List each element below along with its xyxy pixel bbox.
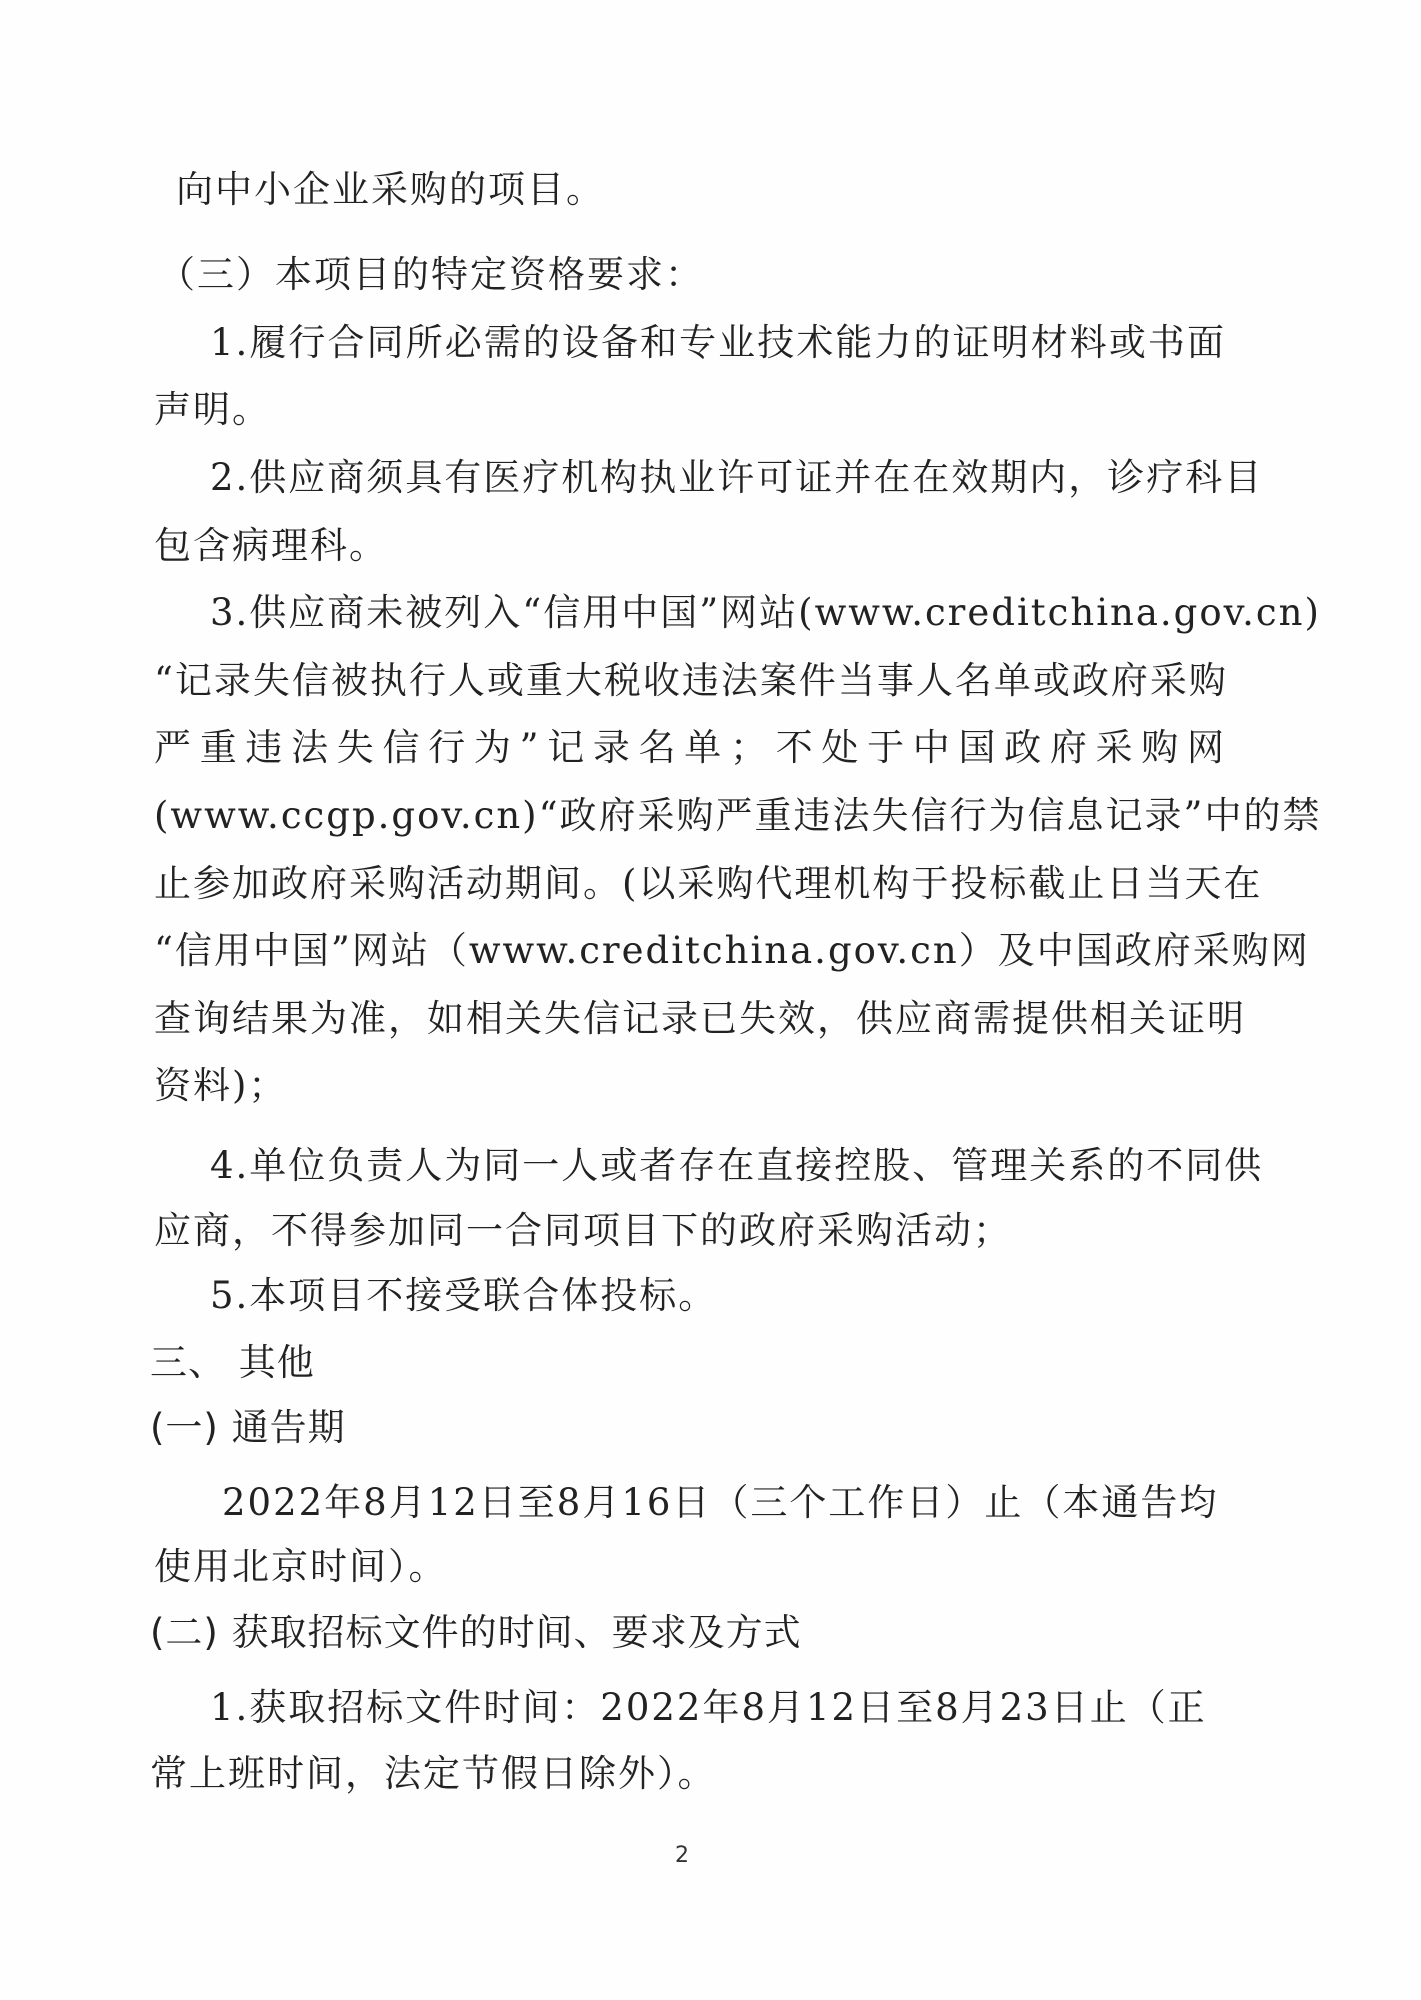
text-line: 包含病理科。 [154,524,388,567]
text-line: “记录失信被执行人或重大税收违法案件当事人名单或政府采购 [154,659,1228,702]
text-line: (www.ccgp.gov.cn)“政府采购严重违法失信行为信息记录”中的禁 [154,794,1322,837]
page-number: 2 [675,1843,689,1868]
text-line: 3.供应商未被列入“信用中国”网站(www.creditchina.gov.cn) [210,591,1321,634]
text-line: 止参加政府采购活动期间。(以采购代理机构于投标截止日当天在 [154,862,1263,905]
text-line: 资料)； [154,1064,288,1107]
section-heading: （三）本项目的特定资格要求： [158,253,704,296]
text-line: 2022年8月12日至8月16日（三个工作日）止（本通告均 [222,1481,1219,1524]
text-line: 常上班时间，法定节假日除外）。 [150,1752,717,1795]
text-line: 1.履行合同所必需的设备和专业技术能力的证明材料或书面 [210,321,1226,364]
text-line: 应商，不得参加同一合同项目下的政府采购活动； [154,1209,1012,1252]
subsection-heading: (二) 获取招标文件的时间、要求及方式 [150,1611,802,1654]
text-line: 2.供应商须具有医疗机构执业许可证并在在效期内，诊疗科目 [210,456,1264,499]
section-heading: 三、 其他 [150,1341,315,1384]
text-line: 声明。 [154,388,271,431]
text-line: 5.本项目不接受联合体投标。 [210,1274,718,1317]
text-line: 1.获取招标文件时间：2022年8月12日至8月23日止（正 [210,1686,1207,1729]
text-line: 向中小企业采购的项目。 [176,168,605,211]
text-line: 4.单位负责人为同一人或者存在直接控股、管理关系的不同供 [210,1144,1264,1187]
text-line: 查询结果为准，如相关失信记录已失效，供应商需提供相关证明 [154,997,1246,1040]
subsection-heading: (一) 通告期 [150,1406,346,1449]
text-line: “信用中国”网站（www.creditchina.gov.cn）及中国政府采购网 [154,929,1310,972]
text-line: 严重违法失信行为”记录名单；不处于中国政府采购网 [154,726,1226,769]
text-line: 使用北京时间）。 [154,1545,448,1588]
